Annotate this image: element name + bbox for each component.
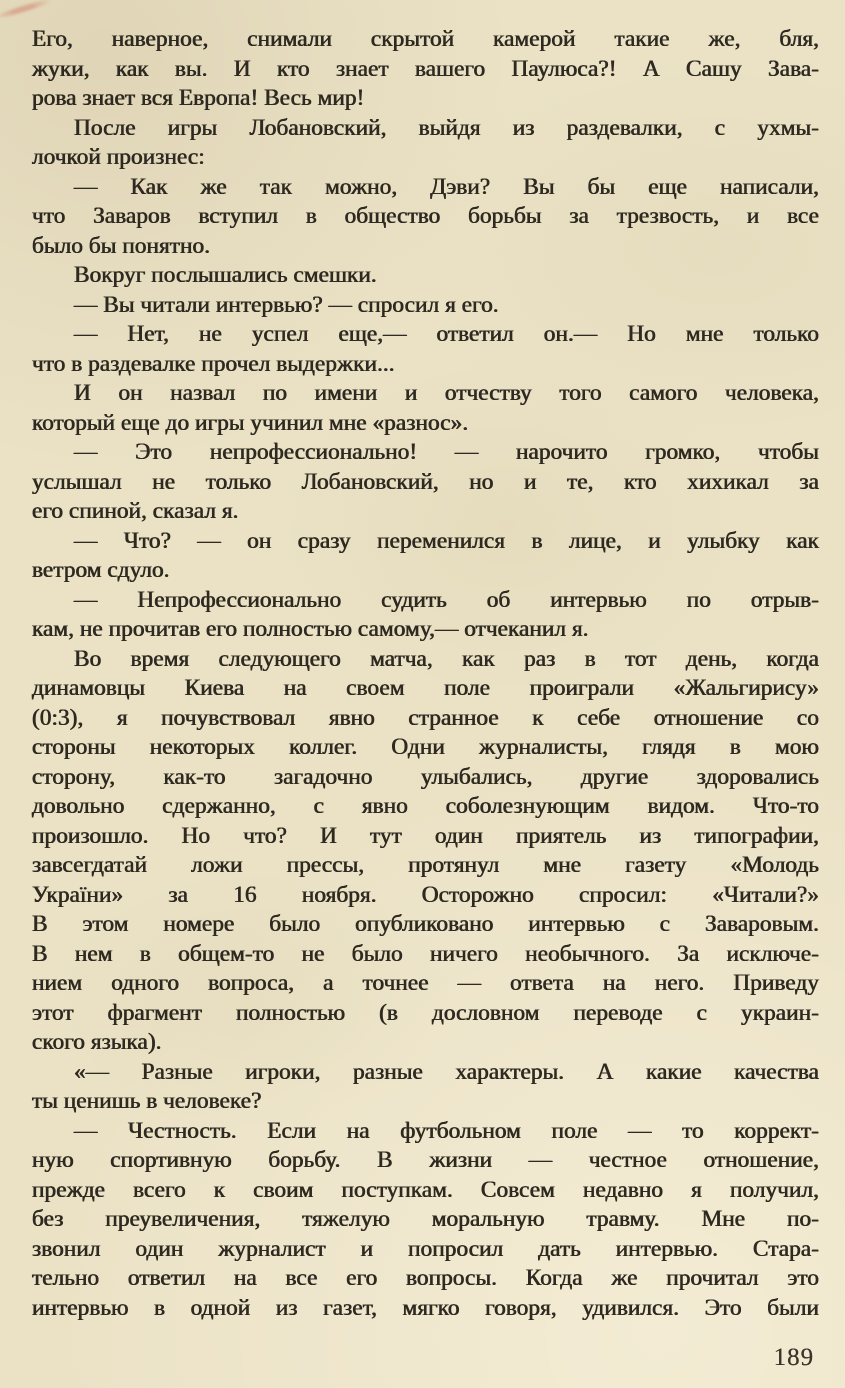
paragraph <box>32 291 819 321</box>
text-line: прежде всего к своим поступкам. Совсем недавно я получил, <box>32 1176 819 1203</box>
text-line: В нем в общем-то не было ничего необычного. За исключе- <box>32 940 819 967</box>
text-line: жуки, как вы. И кто знает вашего Паулюса?! А Сашу Зава- <box>32 55 819 82</box>
text-line: что в раздевалке прочел выдержки... <box>32 350 395 377</box>
text-line: кам, не прочитав его полностью самому,— отчеканил я. <box>32 616 589 642</box>
text-line: завсегдатай ложи прессы, протянул мне газету «Молодь <box>32 852 819 878</box>
text-line: нием одного вопроса, а точнее — ответа на него. Приведу <box>32 970 819 996</box>
text-line: его спиной, сказал я. <box>32 498 239 524</box>
text-line: стороны некоторых коллег. Одни журналисты, глядя в мою <box>32 734 819 760</box>
text-line: рова знает вся Европа! Весь мир! <box>32 85 365 111</box>
text-line: интервью в одной из газет, мягко говоря, удивился. Это были <box>32 1294 819 1321</box>
text-line: — Как же так можно, Дэви? Вы бы еще написали, <box>74 173 819 200</box>
text-line: услышал не только Лобановский, но и те, кто хихикал за <box>32 468 819 495</box>
text-line: который еще до игры учинил мне «разнос». <box>32 409 469 436</box>
text-line: — Нет, не успел еще,— ответил он.— Но мне только <box>74 321 819 347</box>
text-line: — Непрофессионально судить об интервью по отрыв- <box>74 586 819 613</box>
paragraph <box>32 379 819 438</box>
text-line: что Заваров вступил в общество борьбы за трезвость, и все <box>32 203 819 229</box>
text-line: Его, наверное, снимали скрытой камерой такие же, бля, <box>32 26 819 52</box>
text-line: «— Разные игроки, разные характеры. А какие качества <box>74 1058 819 1085</box>
text-line: без преувеличения, тяжелую моральную травму. Мне по- <box>32 1206 819 1232</box>
paragraph <box>32 25 819 114</box>
paragraph <box>32 261 819 291</box>
paragraph <box>32 173 819 262</box>
text-line: тельно ответил на все его вопросы. Когда же прочитал это <box>32 1265 819 1291</box>
paragraph <box>32 438 819 527</box>
text-line: лочкой произнес: <box>32 144 205 170</box>
text-line: этот фрагмент полностью (в дословном переводе с украин- <box>32 999 819 1026</box>
text-line: — Это непрофессионально! — нарочито громко, чтобы <box>74 439 819 465</box>
text-line: ты ценишь в человеке? <box>32 1088 262 1114</box>
text-line: — Вы читали интервью? — спросил я его. <box>74 291 499 318</box>
text-line: — Честность. Если на футбольном поле — то коррект- <box>74 1117 819 1144</box>
paragraph <box>32 645 819 1058</box>
text-line: ную спортивную борьбу. В жизни — честное отношение, <box>32 1147 819 1173</box>
paragraph <box>32 320 819 379</box>
scan-stain <box>0 0 54 21</box>
text-line: произошло. Но что? И тут один приятель из типографии, <box>32 822 819 849</box>
paragraph <box>32 586 819 645</box>
text-line: звонил один журналист и попросил дать интервью. Стара- <box>32 1235 819 1262</box>
text-line: Вокруг послышались смешки. <box>74 262 377 288</box>
text-line: динамовцы Киева на своем поле проиграли «Жальгирису» <box>32 675 819 701</box>
page-number: 189 <box>773 1344 814 1371</box>
text-line: — Что? — он сразу переменился в лице, и улыбку как <box>74 527 819 554</box>
paragraph <box>32 114 819 173</box>
text-line: было бы понятно. <box>32 232 211 259</box>
text-line: України» за 16 ноября. Осторожно спросил: «Читали?» <box>32 881 819 908</box>
text-line: ского языка). <box>32 1029 162 1055</box>
text-line: Во время следующего матча, как раз в тот день, когда <box>74 645 819 672</box>
text-line: (0:3), я почувствовал явно странное к себе отношение со <box>32 704 819 731</box>
text-line: В этом номере было опубликовано интервью с Заваровым. <box>32 911 819 937</box>
paragraph <box>32 1117 819 1324</box>
text-line: После игры Лобановский, выйдя из раздевалки, с ухмы- <box>74 114 819 141</box>
paragraph <box>32 1058 819 1117</box>
text-block <box>32 25 819 1323</box>
text-line: ветром сдуло. <box>32 557 170 583</box>
text-line: довольно сдержанно, с явно соболезнующим видом. Что-то <box>32 793 819 819</box>
text-line: И он назвал по имени и отчеству того самого человека, <box>74 380 819 406</box>
paragraph <box>32 527 819 586</box>
text-line: сторону, как-то загадочно улыбались, другие здоровались <box>32 763 819 790</box>
